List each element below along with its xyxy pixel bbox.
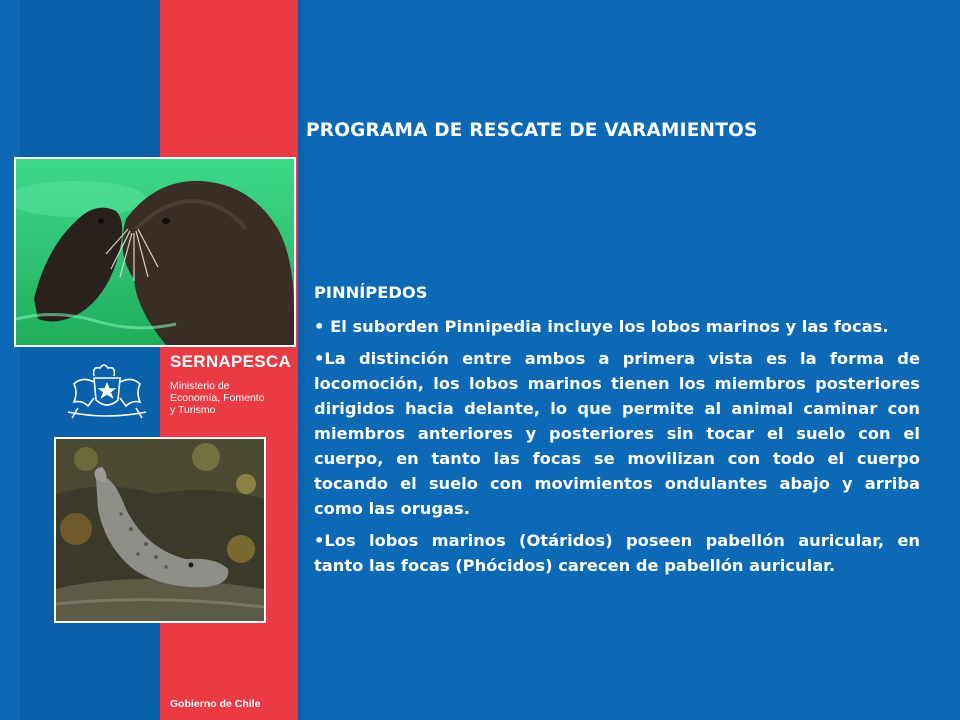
ministry-line-3: y Turismo xyxy=(170,404,216,416)
paragraph-3: •Los lobos marinos (Otáridos) poseen pabellón auricular, en tanto las focas (Phócidos) carecen de pabellón auricular. xyxy=(314,531,920,575)
section-heading: PINNÍPEDOS xyxy=(314,283,428,302)
seal-on-rocks-photo xyxy=(54,437,266,623)
chile-coat-of-arms-icon xyxy=(64,362,150,422)
seal-illustration xyxy=(56,439,264,621)
sernapesca-logo xyxy=(170,352,296,416)
paragraph-1: • El suborden Pinnipedia incluye los lobos marinos y las focas. xyxy=(314,317,889,336)
ministry-line-1: Ministerio de xyxy=(170,380,230,392)
sea-lions-photo xyxy=(14,157,296,347)
slide-title: PROGRAMA DE RESCATE DE VARAMIENTOS xyxy=(306,120,758,141)
ministry-lines xyxy=(170,380,296,416)
sea-lions-illustration xyxy=(16,159,294,345)
gobierno-de-chile-label: Gobierno de Chile xyxy=(170,698,261,710)
brand-name: SERNAPESCA xyxy=(170,352,292,371)
slide-body xyxy=(314,280,920,585)
stripe-shadow xyxy=(298,0,306,720)
ministry-line-2: Economía, Fomento xyxy=(170,392,265,404)
paragraph-2: •La distinción entre ambos a primera vista es la forma de locomoción, los lobos marinos tienen los miembros posteriores dirigidos hacia delante, lo que permite al animal caminar con miembros anteriores y posteriores sin tocar el suelo con el cuerpo, en tanto las focas se movilizan con todo el cuerpo tocando el suelo con movimientos ondulantes abajo y arriba como las orugas. xyxy=(314,349,920,518)
